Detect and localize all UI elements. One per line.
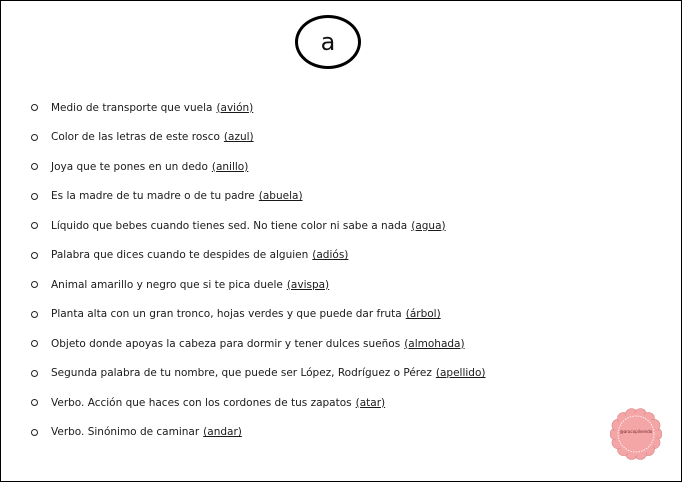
answer-text: (apellido) [435, 367, 486, 380]
author-logo-text: @arucopilvendo [619, 429, 653, 434]
letter-circle [295, 15, 361, 69]
list-item [31, 270, 485, 300]
answer-text: (almohada) [404, 337, 465, 350]
clue-text: Medio de transporte que vuela [51, 101, 213, 114]
clue-text: Animal amarillo y negro que si te pica duele [51, 278, 283, 291]
clue-text: Verbo. Acción que haces con los cordones de tus zapatos [51, 396, 352, 409]
list-item [31, 123, 485, 153]
answer-text: (agua) [411, 219, 446, 232]
answer-text: (avispa) [286, 278, 330, 291]
clue-text: Joya que te pones en un dedo [51, 160, 208, 173]
logo-center [615, 413, 657, 455]
list-item [31, 418, 485, 448]
list-item [31, 329, 485, 359]
clue-text: Es la madre de tu madre o de tu padre [51, 190, 255, 203]
bullet-icon [31, 429, 38, 436]
clue-text: Planta alta con un gran tronco, hojas verdes y que puede dar fruta [51, 308, 402, 321]
list-item [31, 241, 485, 271]
list-item [31, 388, 485, 418]
answer-text: (adiós) [312, 249, 349, 262]
list-item [31, 93, 485, 123]
clue-text: Color de las letras de este rosco [51, 131, 220, 144]
answer-text: (avión) [216, 101, 254, 114]
bullet-icon [31, 252, 38, 259]
bullet-icon [31, 134, 38, 141]
bullet-icon [31, 222, 38, 229]
bullet-icon [31, 104, 38, 111]
answer-text: (árbol) [405, 308, 441, 321]
bullet-icon [31, 281, 38, 288]
answer-text: (atar) [355, 396, 386, 409]
clue-text: Palabra que dices cuando te despides de alguien [51, 249, 309, 262]
list-item [31, 182, 485, 212]
letter-label: a [320, 28, 336, 56]
answer-text: (abuela) [258, 190, 303, 203]
bullet-icon [31, 163, 38, 170]
answer-text: (andar) [203, 426, 242, 439]
clue-list [31, 93, 485, 447]
clue-text: Segunda palabra de tu nombre, que puede ser López, Rodríguez o Pérez [51, 367, 432, 380]
clue-text: Verbo. Sinónimo de caminar [51, 426, 200, 439]
author-logo-icon [610, 408, 662, 460]
answer-text: (azul) [223, 131, 254, 144]
bullet-icon [31, 311, 38, 318]
list-item [31, 152, 485, 182]
bullet-icon [31, 340, 38, 347]
list-item [31, 300, 485, 330]
clue-text: Líquido que bebes cuando tienes sed. No tiene color ni sabe a nada [51, 219, 408, 232]
clue-text: Objeto donde apoyas la cabeza para dormir y tener dulces sueños [51, 337, 401, 350]
bullet-icon [31, 399, 38, 406]
list-item [31, 211, 485, 241]
bullet-icon [31, 370, 38, 377]
list-item [31, 359, 485, 389]
answer-text: (anillo) [211, 160, 249, 173]
bullet-icon [31, 193, 38, 200]
